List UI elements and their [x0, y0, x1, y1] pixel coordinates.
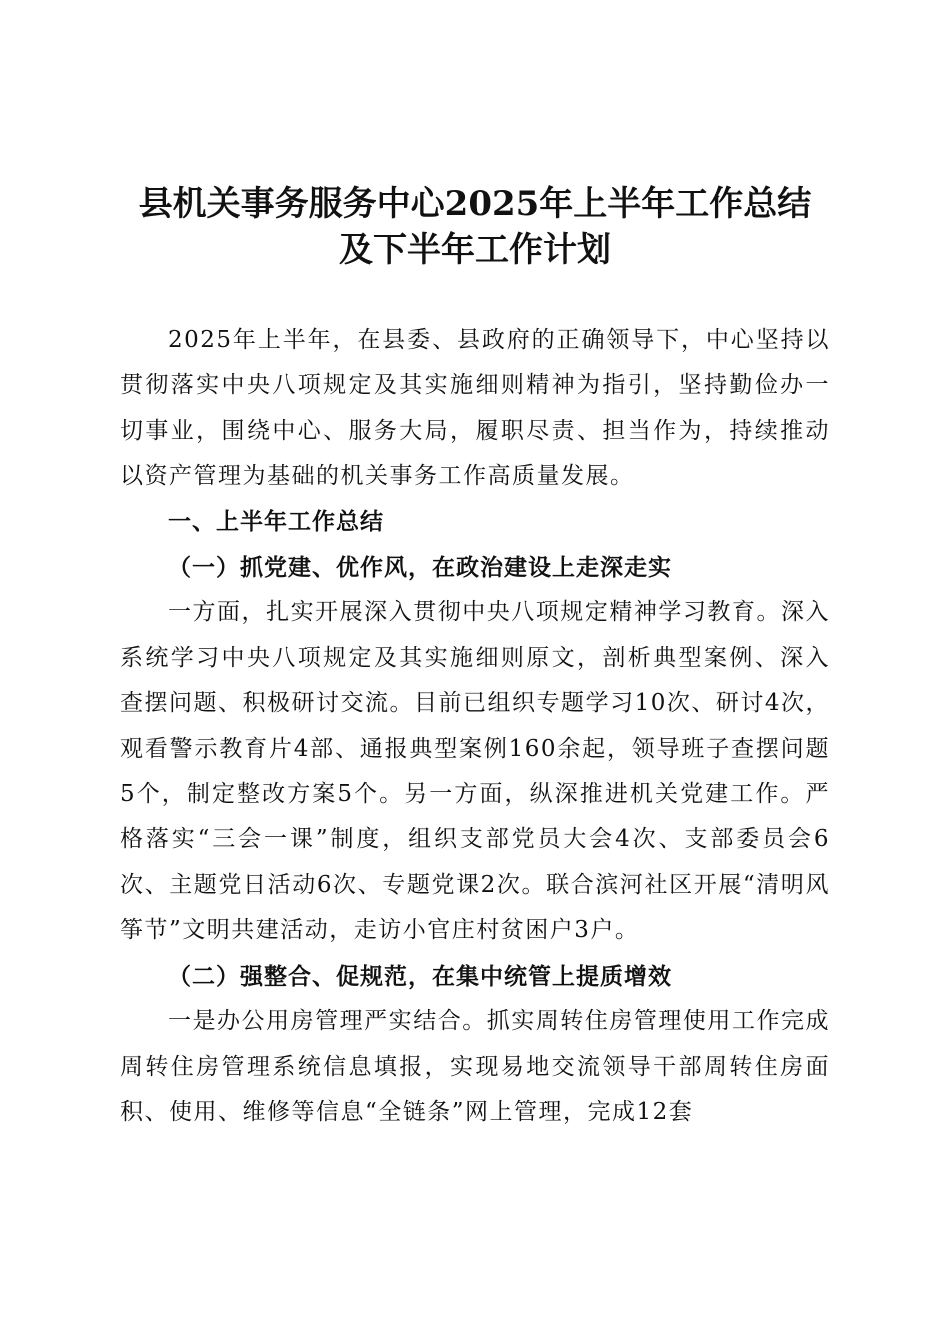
party-building-paragraph: 一方面，扎实开展深入贯彻中央八项规定精神学习教育。深入系统学习中央八项规定及其实施细则原文，剖析典型案例、深入查摆问题、积极研讨交流。目前已组织专题学习10次、研讨4次，观看警示教育片4部、通报典型案例160余起，领导班子查摆问题5个，制定整改方案5个。另一方面，纵深推进机关党建工作。严格落实“三会一课”制度，组织支部党员大会4次、支部委员会6次、主题党日活动6次、专题党课2次。联合滨河社区开展“清明风筝节”文明共建活动，走访小官庄村贫困户3户。 — [120, 599, 830, 944]
intro-paragraph: 2025年上半年，在县委、县政府的正确领导下，中心坚持以贯彻落实中央八项规定及其实施细则精神为指引，坚持勤俭办一切事业，围绕中心、服务大局，履职尽责、担当作为，持续推动以资产管理为基础的机关事务工作高质量发展。 — [120, 327, 830, 490]
section-heading-summary: 一、上半年工作总结 — [168, 508, 384, 535]
subsection-heading-party-building: （一）抓党建、优作风，在政治建设上走深走实 — [168, 554, 672, 582]
subsection-heading-integration: （二）强整合、促规范，在集中统管上提质增效 — [168, 962, 672, 990]
document-title-line-2: 及下半年工作计划 — [339, 230, 611, 270]
housing-management-paragraph: 一是办公用房管理严实结合。抓实周转住房管理使用工作完成周转住房管理系统信息填报，实现易地交流领导干部周转住房面积、使用、维修等信息“全链条”网上管理，完成12套 — [120, 1008, 830, 1125]
document-title-line-1: 县机关事务服务中心2025年上半年工作总结 — [138, 184, 812, 224]
document-body — [120, 318, 830, 1135]
